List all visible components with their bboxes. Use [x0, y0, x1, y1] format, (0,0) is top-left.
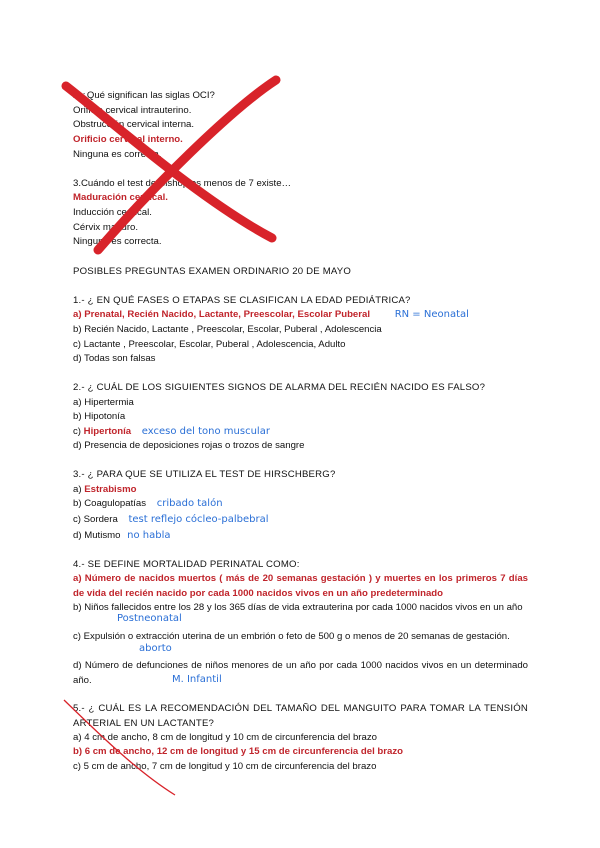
- q3-option-c: c) Sordera: [73, 514, 118, 525]
- q2-c-handwritten-note: exceso del tono muscular: [141, 426, 270, 437]
- q5-option-a: a) 4 cm de ancho, 8 cm de longitud y 10 cm de circunferencia del brazo: [73, 732, 377, 743]
- crossed-q2-option: Obstrucción cervical interna.: [73, 119, 195, 130]
- q1-option-b: b) Recién Nacido, Lactante , Preescolar, Escolar, Puberal , Adolescencia: [73, 324, 382, 335]
- q2-option-d: d) Presencia de deposiciones rojas o trozos de sangre: [73, 440, 305, 451]
- q3-option-d: d) Mutismo: [73, 530, 121, 541]
- q4-question: 4.- SE DEFINE MORTALIDAD PERINATAL COMO:: [73, 559, 300, 570]
- crossed-question-3: 3.Cuándo el test de Bishop es menos de 7 existe…: [73, 178, 292, 189]
- crossed-q3-option: Inducción cervical.: [73, 207, 152, 218]
- q2-option-a: a) Hipertermia: [73, 397, 134, 408]
- q1-option-c: c) Lactante , Preescolar, Escolar, Puberal , Adolescencia, Adulto: [73, 339, 346, 350]
- q4-b-handwritten-note: Postneonatal: [117, 613, 182, 624]
- q1-option-a-answer: a) Prenatal, Recién Nacido, Lactante, Preescolar, Escolar Puberal: [73, 309, 371, 320]
- q1-question: 1.- ¿ EN QUÉ FASES O ETAPAS SE CLASIFICAN LA EDAD PEDIÁTRICA?: [73, 295, 411, 306]
- q5-option-c: c) 5 cm de ancho, 7 cm de longitud y 10 cm de circunferencia del brazo: [73, 761, 377, 772]
- q1-option-d: d) Todas son falsas: [73, 353, 156, 364]
- q5-option-b-answer: b) 6 cm de ancho, 12 cm de longitud y 15 cm de circunferencia del brazo: [73, 746, 404, 757]
- crossed-q3-answer: Maduración cervical.: [73, 192, 168, 203]
- q3-option-c-row: [73, 513, 269, 526]
- q3-option-a-row: [73, 483, 136, 496]
- q4-option-b: b) Niños fallecidos entre los 28 y los 365 días de vida extrauterina por cada 1000 nacidos vivos en un año: [73, 602, 523, 613]
- q2-option-b: b) Hipotonía: [73, 411, 126, 422]
- q4-d-handwritten-note: M. Infantil: [172, 674, 222, 685]
- crossed-q3-option: Cérvix maduro.: [73, 222, 139, 233]
- crossed-q2-option: Ninguna es correcta.: [73, 149, 162, 160]
- q4-c-handwritten-note: aborto: [139, 643, 172, 654]
- crossed-q2-option: Orificio cervical intrauterino.: [73, 105, 192, 116]
- q2-option-c-row: [73, 425, 270, 438]
- q1-option-a-row: [73, 308, 469, 321]
- crossed-q2-answer: Orificio cervical interno.: [73, 134, 183, 145]
- q3-c-handwritten-note: test reflejo cócleo-palbebral: [128, 514, 269, 525]
- q3-b-handwritten-note: cribado talón: [156, 498, 223, 509]
- q1-a-handwritten-note: RN = Neonatal: [394, 309, 469, 320]
- q2-question: 2.- ¿ CUÁL DE LOS SIGUIENTES SIGNOS DE ALARMA DEL RECIÉN NACIDO ES FALSO?: [73, 382, 486, 393]
- q5-question: 5.- ¿ CUÁL ES LA RECOMENDACIÓN DEL TAMAÑO DEL MANGUITO PARA TOMAR LA TENSIÓN ARTERIAL EN UN LACTANTE?: [73, 703, 528, 729]
- q3-option-b: b) Coagulopatías: [73, 498, 147, 509]
- q4-option-a-answer: a) Número de nacidos muertos ( más de 20 semanas gestación ) y muertes en los primeros 7 días de vida del recién nacido por cada 1000 nacidos vivos en un año predeterminado: [73, 573, 528, 599]
- crossed-q3-option: Ninguna es correcta.: [73, 236, 162, 247]
- q2-option-c-prefix: c): [73, 426, 81, 437]
- q3-option-a-prefix: a): [73, 484, 82, 495]
- q3-option-d-row: [73, 529, 170, 542]
- q4-option-d: d) Número de defunciones de niños menores de un año por cada 1000 nacidos vivos en un determinado año.: [73, 660, 528, 686]
- q3-d-handwritten-note: no habla: [127, 530, 171, 541]
- q3-question: 3.- ¿ PARA QUE SE UTILIZA EL TEST DE HIRSCHBERG?: [73, 469, 336, 480]
- q4-option-c: c) Expulsión o extracción uterina de un embrión o feto de 500 g o menos de 20 semanas de gestación.: [73, 631, 510, 642]
- q2-option-c-answer: Hipertonía: [83, 426, 132, 437]
- exam-header: POSIBLES PREGUNTAS EXAMEN ORDINARIO 20 DE MAYO: [73, 266, 352, 277]
- q3-option-a-answer: Estrabismo: [84, 484, 137, 495]
- q3-option-b-row: [73, 497, 223, 510]
- crossed-question-2: 2.¿Qué significan las siglas OCI?: [73, 90, 215, 101]
